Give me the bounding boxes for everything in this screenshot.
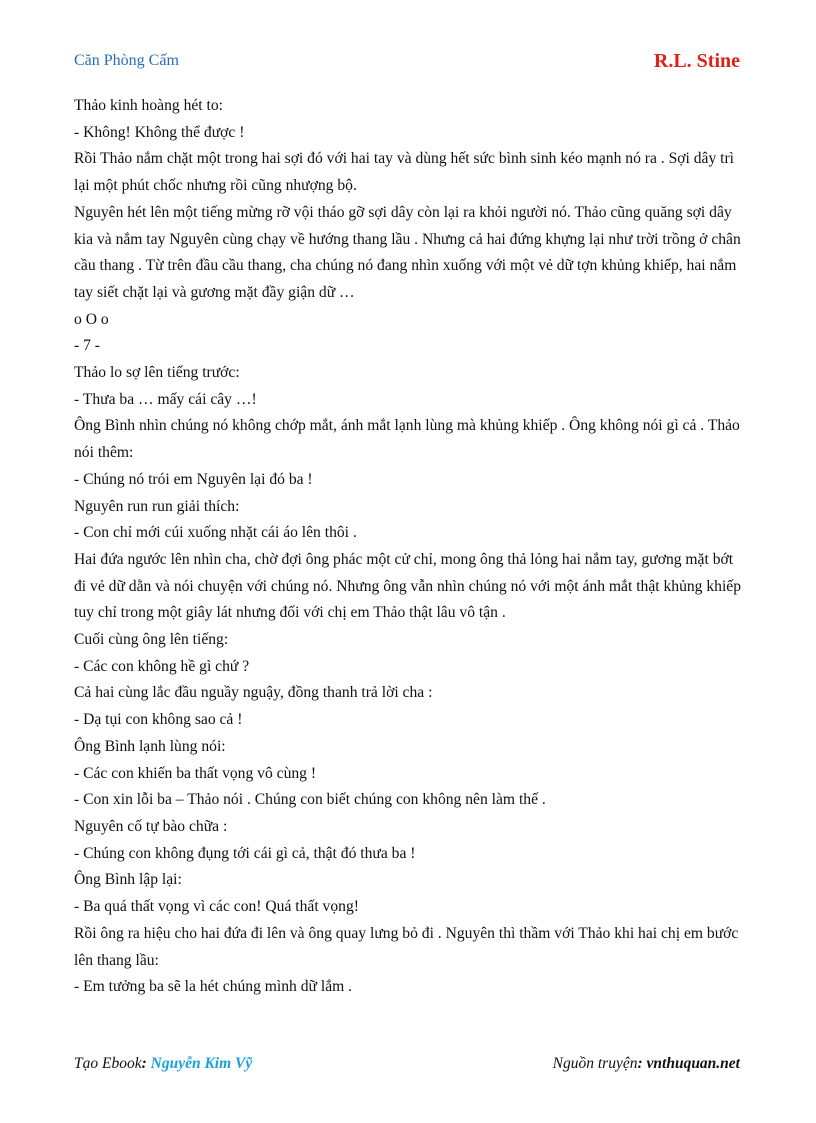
paragraph: Cả hai cùng lắc đầu nguầy nguậy, đồng thanh trả lời cha : [74,684,433,702]
chapter-number: - 7 - [74,337,100,355]
paragraph: - Con xin lỗi ba – Thảo nói . Chúng con biết chúng con không nên làm thế . [74,791,546,809]
paragraph: - Không! Không thể được ! [74,123,245,141]
paragraph: Nguyên run run giải thích: [74,497,240,515]
paragraph: - Các con khiến ba thất vọng vô cùng ! [74,764,317,782]
source-credit [553,1055,740,1073]
ebook-credit [74,1055,252,1073]
source-credit-separator: : [637,1055,643,1072]
ebook-credit-label: Tạo Ebook [74,1055,142,1072]
paragraph: Rồi ông ra hiệu cho hai đứa đi lên và ông quay lưng bỏ đi . Nguyên thì thầm với Thảo khi hai chị em bước lên thang lầu: [74,924,739,969]
ebook-credit-separator: : [141,1055,147,1072]
paragraph: Cuối cùng ông lên tiếng: [74,631,229,649]
paragraph: Thảo kinh hoàng hét to: [74,97,223,114]
section-separator: o O o [74,310,109,328]
paragraph: Nguyên cố tự bào chữa : [74,817,228,835]
paragraph: Hai đứa ngước lên nhìn cha, chờ đợi ông phác một cử chỉ, mong ông thả lỏng hai nắm tay, gương mặt bớt đi vẻ dữ dằn và nói chuyện với chúng nó. Nhưng ông vẫn nhìn chúng nó với một ánh mắt thật khủng khiếp tuy chỉ trong một giây lát nhưng đối với chị em Thảo thật lâu vô tận . [74,550,742,622]
paragraph: Nguyên hét lên một tiếng mừng rỡ vội tháo gỡ sợi dây còn lại ra khỏi người nó. Thảo cũng quăng sợi dây kia và nắm tay Nguyên cùng chạy về hướng thang lầu . Nhưng cả hai đứng khựng lại như trời trồng ở chân cầu thang . Từ trên đầu cầu thang, cha chúng nó đang nhìn xuống với một vẻ dữ tợn khủng khiếp, hai nắm tay siết chặt lại và gương mặt đầy giận dữ … [74,203,741,301]
ebook-creator-name: Nguyễn Kim Vỹ [150,1055,253,1072]
paragraph: Ông Bình nhìn chúng nó không chớp mắt, ánh mắt lạnh lùng mà khủng khiếp . Ông không nói gì cả . Thảo nói thêm: [74,417,740,462]
source-site: vnthuquan.net [646,1055,740,1072]
paragraph: - Em tưởng ba sẽ la hét chúng mình dữ lắm . [74,978,353,996]
paragraph: Ông Bình lạnh lùng nói: [74,737,226,755]
page-footer [74,1055,740,1077]
paragraph: Ông Bình lập lại: [74,871,182,889]
source-credit-label: Nguồn truyện [552,1055,638,1072]
book-title: Căn Phòng Cấm [74,52,179,69]
paragraph: Thảo lo sợ lên tiếng trước: [74,364,240,382]
paragraph: - Ba quá thất vọng vì các con! Quá thất vọng! [74,898,359,916]
paragraph: - Chúng con không đụng tới cái gì cả, thật đó thưa ba ! [74,844,416,862]
paragraph: - Thưa ba … mấy cái cây …! [74,390,257,408]
paragraph: Rồi Thảo nắm chặt một trong hai sợi đó với hai tay và dùng hết sức bình sinh kéo mạnh nó ra . Sợi dây trì lại một phút chốc nhưng rồi cũng nhượng bộ. [74,150,735,195]
author-name: R.L. Stine [653,50,740,72]
page-header [74,50,740,74]
paragraph: - Chúng nó trói em Nguyên lại đó ba ! [74,470,313,488]
paragraph: - Dạ tụi con không sao cả ! [74,711,243,729]
paragraph: - Con chỉ mới cúi xuống nhặt cái áo lên thôi . [74,524,357,542]
paragraph: - Các con không hề gì chứ ? [74,657,250,675]
page-body [74,93,746,1001]
